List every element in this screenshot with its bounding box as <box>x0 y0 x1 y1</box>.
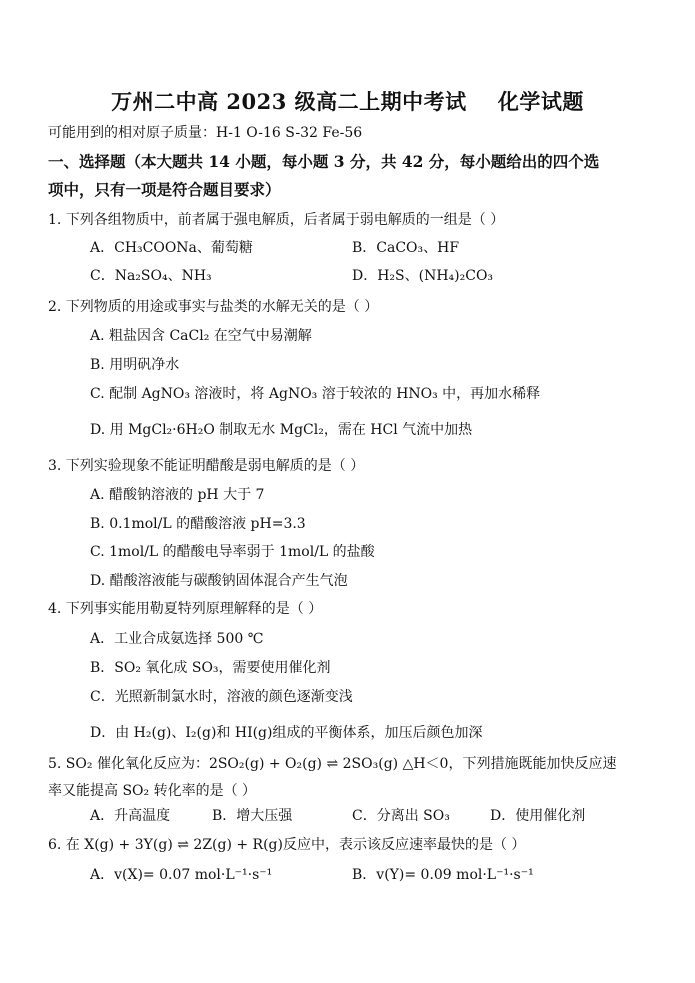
q3-option-a: A. 醋酸钠溶液的 pH 大于 7 <box>90 487 265 503</box>
q5-option-b: B．增大压强 <box>212 808 293 824</box>
q2-option-d: D. 用 MgCl₂·6H₂O 制取无水 MgCl₂，需在 HCl 气流中加热 <box>90 422 473 438</box>
q6-option-a: A．v(X)= 0.07 mol·L⁻¹·s⁻¹ <box>90 867 273 883</box>
q6-option-b: B．v(Y)= 0.09 mol·L⁻¹·s⁻¹ <box>352 867 534 883</box>
q1-stem: 1. 下列各组物质中，前者属于强电解质，后者属于弱电解质的一组是（ ） <box>48 212 505 228</box>
q3-option-c: C. 1mol/L 的醋酸电导率弱于 1mol/L 的盐酸 <box>90 544 375 560</box>
q4-option-a: A．工业合成氨选择 500 ℃ <box>90 631 264 647</box>
q4-option-b: B．SO₂ 氧化成 SO₃，需要使用催化剂 <box>90 660 331 676</box>
section-header-line-2: 项中，只有一项是符合题目要求） <box>48 180 281 199</box>
q5-stem-line-2: 率又能提高 SO₂ 转化率的是（ ） <box>48 783 257 799</box>
q1-option-d: D．H₂S、(NH₄)₂CO₃ <box>352 268 494 284</box>
q6-stem: 6. 在 X(g) + 3Y(g) ⇌ 2Z(g) + R(g)反应中，表示该反应速率最快的是（ ） <box>48 837 526 853</box>
q3-option-b: B. 0.1mol/L 的醋酸溶液 pH=3.3 <box>90 516 306 532</box>
q5-option-a: A．升高温度 <box>90 808 171 824</box>
q4-option-c: C．光照新制氯水时，溶液的颜色逐渐变浅 <box>90 689 353 705</box>
section-header-line-1: 一、选择题（本大题共 14 小题，每小题 3 分，共 42 分，每小题给出的四个选 <box>48 152 600 171</box>
page-title: 万州二中高 2023 级高二上期中考试 化学试题 <box>111 89 584 114</box>
atomic-mass-note: 可能用到的相对原子质量：H-1 O-16 S-32 Fe-56 <box>48 125 363 141</box>
q2-option-a: A. 粗盐因含 CaCl₂ 在空气中易潮解 <box>90 328 312 344</box>
q5-option-d: D．使用催化剂 <box>490 808 586 824</box>
q1-option-c: C．Na₂SO₄、NH₃ <box>90 268 212 284</box>
q3-stem: 3. 下列实验现象不能证明醋酸是弱电解质的是（ ） <box>48 458 365 474</box>
q5-stem-line-1: 5. SO₂ 催化氧化反应为：2SO₂(g) + O₂(g) ⇌ 2SO₃(g) △H＜0，下列措施既能加快反应速 <box>48 756 617 772</box>
q3-option-d: D. 醋酸溶液能与碳酸钠固体混合产生气泡 <box>90 573 348 589</box>
q5-option-c: C．分离出 SO₃ <box>352 808 450 824</box>
q4-option-d: D．由 H₂(g)、I₂(g)和 HI(g)组成的平衡体系，加压后颜色加深 <box>90 725 483 741</box>
q1-option-b: B．CaCO₃、HF <box>352 240 460 256</box>
q2-option-b: B. 用明矾净水 <box>90 357 180 373</box>
q1-option-a: A．CH₃COONa、葡萄糖 <box>90 240 253 256</box>
q2-stem: 2. 下列物质的用途或事实与盐类的水解无关的是（ ） <box>48 299 379 315</box>
q2-option-c: C. 配制 AgNO₃ 溶液时，将 AgNO₃ 溶于较浓的 HNO₃ 中，再加水稀释 <box>90 386 541 402</box>
q4-stem: 4. 下列事实能用勒夏特列原理解释的是（ ） <box>48 601 323 617</box>
